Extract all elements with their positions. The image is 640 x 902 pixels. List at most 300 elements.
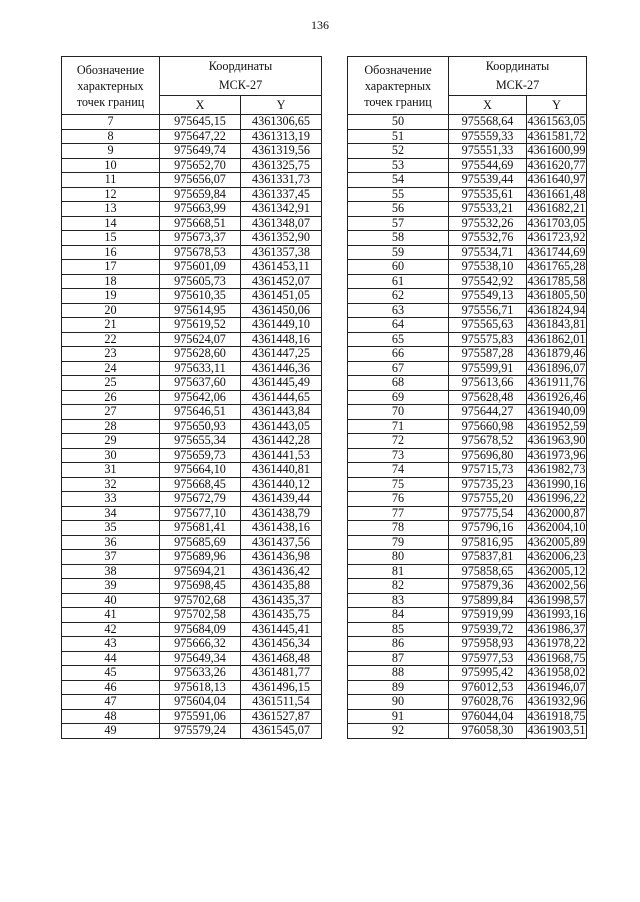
table-row [62, 158, 322, 173]
designation-header-line: Обозначение [364, 62, 432, 77]
point-number-cell: 31 [62, 463, 160, 478]
point-number-cell: 23 [62, 347, 160, 362]
designation-header-line: точек границ [76, 94, 145, 109]
point-number-cell: 92 [348, 724, 449, 739]
y-coordinate-cell: 4362005,12 [527, 563, 586, 578]
point-number-cell: 39 [62, 579, 160, 594]
x-coordinate-cell: 975694,21 [160, 564, 241, 579]
point-number-cell: 56 [348, 202, 449, 217]
left-table-body [62, 115, 322, 739]
y-coordinate-cell: 4361435,37 [241, 593, 322, 608]
table-row [348, 492, 587, 507]
point-number-cell: 7 [62, 115, 160, 130]
y-coordinate-cell: 4361352,90 [241, 231, 322, 246]
table-row [62, 579, 322, 594]
x-coordinate-cell: 975681,41 [160, 521, 241, 536]
x-coordinate-cell: 975655,34 [160, 434, 241, 449]
x-coordinate-cell: 975610,35 [160, 289, 241, 304]
x-coordinate-cell: 975678,53 [160, 245, 241, 260]
table-row [62, 622, 322, 637]
x-coordinate-cell: 975660,98 [449, 419, 527, 434]
table-row [348, 550, 587, 565]
table-row [62, 724, 322, 739]
y-coordinate-cell: 4361437,56 [241, 535, 322, 550]
y-coordinate-cell: 4361441,53 [241, 448, 322, 463]
table-row [62, 173, 322, 188]
table-row [348, 695, 587, 710]
table-row [348, 303, 587, 318]
table-row [62, 332, 322, 347]
y-coordinate-cell: 4361442,28 [241, 434, 322, 449]
y-coordinate-cell: 4361306,65 [241, 115, 322, 130]
point-number-cell: 82 [348, 579, 449, 594]
x-coordinate-cell: 975544,69 [449, 158, 527, 173]
designation-header-line: характерных [364, 78, 432, 93]
table-row [348, 564, 587, 579]
table-row [348, 680, 587, 695]
x-coordinate-cell: 975628,60 [160, 347, 241, 362]
point-number-cell: 67 [348, 361, 449, 376]
table-row [62, 318, 322, 333]
point-number-cell: 21 [62, 318, 160, 333]
y-coordinate-cell: 4361968,75 [527, 650, 586, 665]
y-coordinate-cell: 4361903,51 [527, 723, 586, 738]
table-row [348, 245, 587, 260]
point-number-cell: 30 [62, 448, 160, 463]
point-number-cell: 44 [62, 651, 160, 666]
table-row [348, 390, 587, 405]
x-coordinate-cell: 975642,06 [160, 390, 241, 405]
y-coordinate-cell: 4361443,84 [241, 405, 322, 420]
x-coordinate-cell: 976044,04 [449, 709, 527, 724]
x-coordinate-cell: 975899,84 [449, 593, 527, 608]
x-coordinate-cell: 975646,51 [160, 405, 241, 420]
x-coordinate-cell: 975939,72 [449, 622, 527, 637]
y-coordinate-cell: 4361946,07 [527, 679, 586, 694]
point-number-cell: 32 [62, 477, 160, 492]
table-row [62, 115, 322, 130]
point-number-cell: 14 [62, 216, 160, 231]
point-number-cell: 24 [62, 361, 160, 376]
x-coordinate-cell: 975542,92 [449, 274, 527, 289]
x-coordinate-cell: 975702,58 [160, 608, 241, 623]
y-coordinate-cell: 4361456,34 [241, 637, 322, 652]
table-row [62, 376, 322, 391]
y-coordinate-cell: 4361600,99 [527, 143, 586, 158]
x-coordinate-cell: 975535,61 [449, 187, 527, 202]
point-number-cell: 84 [348, 608, 449, 623]
table-row [348, 115, 587, 130]
point-number-cell: 87 [348, 651, 449, 666]
point-number-cell: 55 [348, 187, 449, 202]
point-number-cell: 29 [62, 434, 160, 449]
x-coordinate-cell: 975649,74 [160, 144, 241, 159]
x-coordinate-cell: 975650,93 [160, 419, 241, 434]
point-number-cell: 13 [62, 202, 160, 217]
coordinates-group-header [449, 57, 587, 96]
point-number-cell: 86 [348, 637, 449, 652]
point-number-cell: 58 [348, 231, 449, 246]
point-number-cell: 79 [348, 535, 449, 550]
table-row [348, 622, 587, 637]
point-number-cell: 12 [62, 187, 160, 202]
x-coordinate-cell: 975649,34 [160, 651, 241, 666]
table-row [348, 651, 587, 666]
y-coordinate-cell: 4362004,10 [527, 520, 586, 535]
y-coordinate-cell: 4361438,16 [241, 521, 322, 536]
y-coordinate-cell: 4361973,96 [527, 447, 586, 462]
table-row [62, 593, 322, 608]
point-number-cell: 40 [62, 593, 160, 608]
x-coordinate-cell: 975816,95 [449, 535, 527, 550]
point-number-cell: 73 [348, 448, 449, 463]
y-coordinate-cell: 4361337,45 [241, 187, 322, 202]
x-coordinate-cell: 975556,71 [449, 303, 527, 318]
y-coordinate-cell: 4361563,05 [527, 114, 586, 129]
point-number-cell: 64 [348, 318, 449, 333]
point-number-cell: 61 [348, 274, 449, 289]
y-coordinate-cell: 4361723,92 [527, 230, 586, 245]
x-coordinate-cell: 975601,09 [160, 260, 241, 275]
x-coordinate-cell: 975879,36 [449, 579, 527, 594]
table-row [62, 245, 322, 260]
point-number-cell: 17 [62, 260, 160, 275]
point-number-cell: 38 [62, 564, 160, 579]
table-row [348, 187, 587, 202]
table-row [348, 260, 587, 275]
y-coordinate-cell: 4361805,50 [527, 288, 586, 303]
x-coordinate-cell: 975656,07 [160, 173, 241, 188]
point-number-cell: 35 [62, 521, 160, 536]
y-coordinate-cell: 4361527,87 [241, 709, 322, 724]
x-coordinate-cell: 975684,09 [160, 622, 241, 637]
table-row [62, 608, 322, 623]
point-number-cell: 71 [348, 419, 449, 434]
y-coordinate-cell: 4361481,77 [241, 666, 322, 681]
right-table-body [348, 115, 587, 739]
x-coordinate-cell: 975659,84 [160, 187, 241, 202]
table-row [62, 361, 322, 376]
y-coordinate-cell: 4361438,79 [241, 506, 322, 521]
table-row [348, 477, 587, 492]
coordinates-table-left [61, 56, 322, 739]
point-number-cell: 85 [348, 622, 449, 637]
x-coordinate-cell: 976028,76 [449, 695, 527, 710]
y-coordinate-cell: 4361911,76 [527, 375, 586, 390]
table-row [62, 419, 322, 434]
point-number-cell: 60 [348, 260, 449, 275]
point-number-cell: 45 [62, 666, 160, 681]
y-coordinate-cell: 4361443,05 [241, 419, 322, 434]
x-coordinate-cell: 975796,16 [449, 521, 527, 536]
designation-header-line: точек границ [364, 94, 432, 109]
table-row [348, 332, 587, 347]
coordinates-header-line: Координаты [208, 59, 273, 73]
y-coordinate-cell: 4361785,58 [527, 273, 586, 288]
designation-header [62, 57, 160, 115]
point-number-cell: 80 [348, 550, 449, 565]
point-number-cell: 51 [348, 129, 449, 144]
point-number-cell: 74 [348, 463, 449, 478]
x-coordinate-cell: 975919,99 [449, 608, 527, 623]
x-coordinate-cell: 975539,44 [449, 173, 527, 188]
y-coordinate-cell: 4361824,94 [527, 302, 586, 317]
x-coordinate-cell: 975668,51 [160, 216, 241, 231]
table-row [348, 376, 587, 391]
x-coordinate-cell: 975633,11 [160, 361, 241, 376]
y-coordinate-cell: 4361313,19 [241, 129, 322, 144]
x-coordinate-cell: 975735,23 [449, 477, 527, 492]
table-row [62, 535, 322, 550]
table-row [62, 405, 322, 420]
point-number-cell: 49 [62, 724, 160, 739]
table-row [62, 666, 322, 681]
table-row [348, 637, 587, 652]
y-coordinate-cell: 4361439,44 [241, 492, 322, 507]
x-coordinate-cell: 975591,06 [160, 709, 241, 724]
y-coordinate-cell: 4361744,69 [527, 244, 586, 259]
point-number-cell: 52 [348, 144, 449, 159]
x-coordinate-cell: 975568,64 [449, 115, 527, 130]
x-coordinate-cell: 975549,13 [449, 289, 527, 304]
point-number-cell: 53 [348, 158, 449, 173]
table-row [62, 709, 322, 724]
x-coordinate-cell: 975624,07 [160, 332, 241, 347]
y-coordinate-cell: 4361447,25 [241, 347, 322, 362]
table-row [348, 405, 587, 420]
point-number-cell: 59 [348, 245, 449, 260]
table-row [62, 303, 322, 318]
point-number-cell: 8 [62, 129, 160, 144]
table-row [348, 216, 587, 231]
designation-header [348, 57, 449, 115]
x-coordinate-cell: 975685,69 [160, 535, 241, 550]
table-row [62, 448, 322, 463]
x-coordinate-cell: 975666,32 [160, 637, 241, 652]
y-coordinate-cell: 4361843,81 [527, 317, 586, 332]
table-row [348, 231, 587, 246]
y-column-header: Y [241, 96, 322, 115]
y-coordinate-cell: 4361448,16 [241, 332, 322, 347]
point-number-cell: 91 [348, 709, 449, 724]
y-coordinate-cell: 4361325,75 [241, 158, 322, 173]
x-coordinate-cell: 975644,27 [449, 405, 527, 420]
table-row [62, 477, 322, 492]
x-coordinate-cell: 975599,91 [449, 361, 527, 376]
point-number-cell: 70 [348, 405, 449, 420]
point-number-cell: 43 [62, 637, 160, 652]
x-coordinate-cell: 975668,45 [160, 477, 241, 492]
table-row [348, 274, 587, 289]
y-coordinate-cell: 4361450,06 [241, 303, 322, 318]
table-row [62, 187, 322, 202]
point-number-cell: 47 [62, 695, 160, 710]
y-coordinate-cell: 4361581,72 [527, 128, 586, 143]
point-number-cell: 65 [348, 332, 449, 347]
coordinates-header-line: МСК-27 [495, 78, 540, 92]
table-row [348, 202, 587, 217]
table-row [62, 289, 322, 304]
coordinates-header-line: Координаты [485, 59, 550, 73]
point-number-cell: 48 [62, 709, 160, 724]
table-row [62, 231, 322, 246]
y-coordinate-cell: 4361932,96 [527, 694, 586, 709]
x-coordinate-cell: 975702,68 [160, 593, 241, 608]
table-row [62, 216, 322, 231]
x-coordinate-cell: 975645,15 [160, 115, 241, 130]
x-coordinate-cell: 975605,73 [160, 274, 241, 289]
table-row [62, 506, 322, 521]
y-column-header: Y [527, 96, 587, 115]
table-row [348, 347, 587, 362]
y-coordinate-cell: 4361435,75 [241, 608, 322, 623]
table-row [62, 274, 322, 289]
point-number-cell: 15 [62, 231, 160, 246]
y-coordinate-cell: 4361357,38 [241, 245, 322, 260]
x-coordinate-cell: 975633,26 [160, 666, 241, 681]
table-row [62, 390, 322, 405]
y-coordinate-cell: 4361444,65 [241, 390, 322, 405]
table-row [348, 709, 587, 724]
x-coordinate-cell: 975659,73 [160, 448, 241, 463]
point-number-cell: 57 [348, 216, 449, 231]
point-number-cell: 90 [348, 695, 449, 710]
y-coordinate-cell: 4361445,41 [241, 622, 322, 637]
table-row [348, 521, 587, 536]
point-number-cell: 28 [62, 419, 160, 434]
y-coordinate-cell: 4362006,23 [527, 549, 586, 564]
y-coordinate-cell: 4361703,05 [527, 215, 586, 230]
y-coordinate-cell: 4361496,15 [241, 680, 322, 695]
y-coordinate-cell: 4361958,02 [527, 665, 586, 680]
point-number-cell: 22 [62, 332, 160, 347]
table-row [348, 289, 587, 304]
table-row [348, 535, 587, 550]
y-coordinate-cell: 4361940,09 [527, 404, 586, 419]
y-coordinate-cell: 4361926,46 [527, 389, 586, 404]
y-coordinate-cell: 4361862,01 [527, 331, 586, 346]
table-row [348, 579, 587, 594]
table-row [348, 463, 587, 478]
point-number-cell: 66 [348, 347, 449, 362]
point-number-cell: 16 [62, 245, 160, 260]
x-coordinate-cell: 975614,95 [160, 303, 241, 318]
y-coordinate-cell: 4361963,90 [527, 433, 586, 448]
x-coordinate-cell: 975715,73 [449, 463, 527, 478]
point-number-cell: 72 [348, 434, 449, 449]
y-coordinate-cell: 4361348,07 [241, 216, 322, 231]
x-coordinate-cell: 975618,13 [160, 680, 241, 695]
table-row [62, 680, 322, 695]
y-coordinate-cell: 4361620,77 [527, 157, 586, 172]
table-row [62, 144, 322, 159]
table-row [62, 521, 322, 536]
x-coordinate-cell: 975604,04 [160, 695, 241, 710]
point-number-cell: 54 [348, 173, 449, 188]
y-coordinate-cell: 4361468,48 [241, 651, 322, 666]
table-row [62, 463, 322, 478]
x-coordinate-cell: 975689,96 [160, 550, 241, 565]
table-row [62, 347, 322, 362]
table-row [62, 434, 322, 449]
x-coordinate-cell: 975579,24 [160, 724, 241, 739]
table-row [348, 724, 587, 739]
x-coordinate-cell: 975775,54 [449, 506, 527, 521]
x-coordinate-cell: 975995,42 [449, 666, 527, 681]
table-row [62, 550, 322, 565]
y-coordinate-cell: 4361998,57 [527, 592, 586, 607]
designation-header-line: характерных [77, 78, 144, 93]
y-coordinate-cell: 4362005,89 [527, 534, 586, 549]
point-number-cell: 63 [348, 303, 449, 318]
point-number-cell: 62 [348, 289, 449, 304]
x-coordinate-cell: 975532,76 [449, 231, 527, 246]
y-coordinate-cell: 4361982,73 [527, 462, 586, 477]
point-number-cell: 50 [348, 115, 449, 130]
x-coordinate-cell: 975532,26 [449, 216, 527, 231]
x-coordinate-cell: 975664,10 [160, 463, 241, 478]
table-row [62, 202, 322, 217]
point-number-cell: 25 [62, 376, 160, 391]
x-coordinate-cell: 975575,83 [449, 332, 527, 347]
point-number-cell: 11 [62, 173, 160, 188]
x-coordinate-cell: 975678,52 [449, 434, 527, 449]
x-coordinate-cell: 975619,52 [160, 318, 241, 333]
y-coordinate-cell: 4362002,56 [527, 578, 586, 593]
point-number-cell: 34 [62, 506, 160, 521]
point-number-cell: 89 [348, 680, 449, 695]
table-row [348, 129, 587, 144]
x-coordinate-cell: 975551,33 [449, 144, 527, 159]
point-number-cell: 42 [62, 622, 160, 637]
table-row [348, 434, 587, 449]
point-number-cell: 10 [62, 158, 160, 173]
x-coordinate-cell: 975677,10 [160, 506, 241, 521]
point-number-cell: 68 [348, 376, 449, 391]
x-coordinate-cell: 976012,53 [449, 680, 527, 695]
y-coordinate-cell: 4361436,42 [241, 564, 322, 579]
y-coordinate-cell: 4361545,07 [241, 724, 322, 739]
y-coordinate-cell: 4361440,12 [241, 477, 322, 492]
y-coordinate-cell: 4361993,16 [527, 607, 586, 622]
table-row [348, 144, 587, 159]
point-number-cell: 19 [62, 289, 160, 304]
point-number-cell: 27 [62, 405, 160, 420]
x-coordinate-cell: 975637,60 [160, 376, 241, 391]
x-coordinate-cell: 975858,65 [449, 564, 527, 579]
x-coordinate-cell: 975647,22 [160, 129, 241, 144]
table-row [62, 564, 322, 579]
y-coordinate-cell: 4361449,10 [241, 318, 322, 333]
y-coordinate-cell: 4361511,54 [241, 695, 322, 710]
table-row [348, 173, 587, 188]
x-coordinate-cell: 975696,80 [449, 448, 527, 463]
point-number-cell: 69 [348, 390, 449, 405]
x-coordinate-cell: 975652,70 [160, 158, 241, 173]
table-row [348, 318, 587, 333]
y-coordinate-cell: 4361319,56 [241, 144, 322, 159]
table-row [62, 492, 322, 507]
coordinates-header-line: МСК-27 [218, 78, 263, 92]
x-coordinate-cell: 975533,21 [449, 202, 527, 217]
y-coordinate-cell: 4361331,73 [241, 173, 322, 188]
y-coordinate-cell: 4361952,59 [527, 418, 586, 433]
x-coordinate-cell: 975698,45 [160, 579, 241, 594]
table-row [348, 361, 587, 376]
x-coordinate-cell: 975837,81 [449, 550, 527, 565]
x-column-header: X [160, 96, 241, 115]
y-coordinate-cell: 4361445,49 [241, 376, 322, 391]
